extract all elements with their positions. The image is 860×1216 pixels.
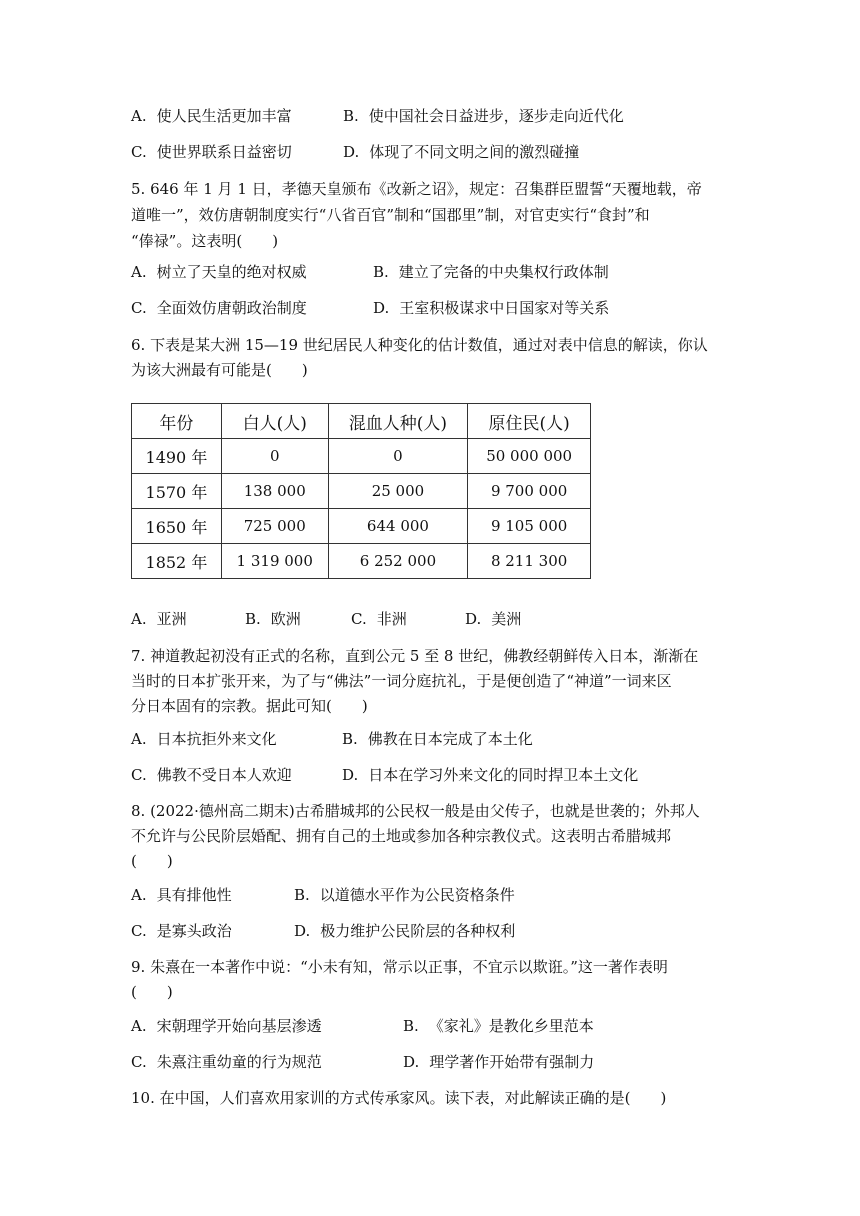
option-text: 欧洲 — [270, 610, 301, 628]
q5-option-c[interactable] — [131, 298, 307, 318]
table-cell: 25 000 — [328, 474, 468, 509]
option-label: A. — [131, 610, 147, 628]
q8-option-a[interactable] — [131, 885, 232, 905]
option-label: D. — [465, 610, 482, 628]
table-cell: 1490 年 — [132, 439, 222, 474]
table-row — [132, 439, 591, 474]
option-text: 理学著作开始带有强制力 — [429, 1053, 595, 1071]
table-row — [132, 544, 591, 579]
option-text: 全面效仿唐朝政治制度 — [156, 299, 307, 317]
table-header-row — [132, 404, 591, 439]
option-text: 美洲 — [491, 610, 522, 628]
q6-stem-line-2: 为该大洲最有可能是( ) — [131, 361, 308, 379]
table-cell: 1650 年 — [132, 509, 222, 544]
option-label: D. — [294, 922, 311, 940]
option-text: 极力维护公民阶层的各种权利 — [320, 922, 516, 940]
q7-stem-line-1: 7. 神道教起初没有正式的名称，直到公元 5 至 8 世纪，佛教经朝鲜传入日本，渐渐在 — [131, 647, 699, 665]
option-text: 是寡头政治 — [156, 922, 232, 940]
option-text: 佛教不受日本人欢迎 — [156, 766, 292, 784]
table-cell: 725 000 — [221, 509, 328, 544]
option-label: D. — [342, 766, 359, 784]
q4-option-a[interactable] — [131, 106, 292, 126]
option-label: C. — [131, 1053, 147, 1071]
option-label: B. — [294, 886, 310, 904]
q8-stem-line-2: 不允许与公民阶层婚配、拥有自己的土地或参加各种宗教仪式。这表明古希腊城邦 — [131, 827, 672, 845]
table-row — [132, 474, 591, 509]
q9-option-c[interactable] — [131, 1052, 322, 1072]
option-label: B. — [343, 107, 359, 125]
table-cell: 644 000 — [328, 509, 468, 544]
population-table — [131, 403, 591, 579]
option-text: 朱熹注重幼童的行为规范 — [156, 1053, 322, 1071]
q5-stem-line-3: “俸禄”。这表明( ) — [131, 232, 279, 250]
option-text: 以道德水平作为公民资格条件 — [319, 886, 515, 904]
option-label: A. — [131, 107, 147, 125]
q10-stem-line-1: 10. 在中国，人们喜欢用家训的方式传承家风。读下表，对此解读正确的是( ) — [131, 1089, 667, 1107]
q5-option-d[interactable] — [373, 298, 609, 318]
option-label: A. — [131, 886, 147, 904]
q4-option-d[interactable] — [343, 142, 579, 162]
q9-option-b[interactable] — [403, 1016, 594, 1036]
option-label: C. — [131, 299, 147, 317]
q7-option-c[interactable] — [131, 765, 292, 785]
q7-option-a[interactable] — [131, 729, 277, 749]
q8-option-c[interactable] — [131, 921, 232, 941]
table-cell: 6 252 000 — [328, 544, 468, 579]
q6-option-b[interactable] — [245, 609, 301, 629]
header-year: 年份 — [132, 404, 222, 439]
table-cell: 50 000 000 — [468, 439, 591, 474]
option-label: C. — [131, 922, 147, 940]
q9-option-a[interactable] — [131, 1016, 322, 1036]
q5-stem-line-2: 道唯一”，效仿唐朝制度实行“八省百官”制和“国郡里”制，对官吏实行“食封”和 — [131, 206, 650, 224]
option-label: A. — [131, 263, 147, 281]
option-text: 非洲 — [376, 610, 407, 628]
q5-option-a[interactable] — [131, 262, 307, 282]
table-cell: 0 — [221, 439, 328, 474]
q6-stem-line-1: 6. 下表是某大洲 15—19 世纪居民人种变化的估计数值，通过对表中信息的解读，你认 — [131, 336, 708, 354]
q6-option-d[interactable] — [465, 609, 521, 629]
option-text: 使世界联系日益密切 — [156, 143, 292, 161]
q6-option-c[interactable] — [351, 609, 407, 629]
option-text: 使人民生活更加丰富 — [156, 107, 292, 125]
header-white: 白人(人) — [221, 404, 328, 439]
option-text: 亚洲 — [156, 610, 187, 628]
header-mixed: 混血人种(人) — [328, 404, 468, 439]
table-cell: 9 105 000 — [468, 509, 591, 544]
option-label: C. — [351, 610, 367, 628]
q7-option-b[interactable] — [342, 729, 533, 749]
q8-stem-line-1: 8. (2022·德州高二期末)古希腊城邦的公民权一般是由父传子，也就是世袭的；外邦人 — [131, 802, 700, 820]
option-text: 具有排他性 — [156, 886, 232, 904]
q5-stem-line-1: 5. 646 年 1 月 1 日，孝德天皇颁布《改新之诏》，规定：召集群臣盟誓“天覆地载，帝 — [131, 180, 702, 198]
table-cell: 0 — [328, 439, 468, 474]
option-text: 佛教在日本完成了本土化 — [367, 730, 533, 748]
option-label: B. — [245, 610, 261, 628]
q8-option-b[interactable] — [294, 885, 515, 905]
option-label: C. — [131, 766, 147, 784]
q6-option-a[interactable] — [131, 609, 187, 629]
q9-option-d[interactable] — [403, 1052, 594, 1072]
option-text: 体现了不同文明之间的激烈碰撞 — [369, 143, 580, 161]
option-text: 宋朝理学开始向基层渗透 — [156, 1017, 322, 1035]
option-label: D. — [343, 143, 360, 161]
option-label: B. — [342, 730, 358, 748]
option-label: B. — [403, 1017, 419, 1035]
q7-stem-line-2: 当时的日本扩张开来，为了与“佛法”一词分庭抗礼，于是便创造了“神道”一词来区 — [131, 672, 672, 690]
option-label: B. — [373, 263, 389, 281]
option-text: 王室积极谋求中日国家对等关系 — [399, 299, 610, 317]
table-cell: 138 000 — [221, 474, 328, 509]
option-label: D. — [403, 1053, 420, 1071]
option-text: 使中国社会日益进步，逐步走向近代化 — [368, 107, 624, 125]
q8-stem-line-3: ( ) — [131, 852, 173, 870]
option-label: A. — [131, 1017, 147, 1035]
option-label: C. — [131, 143, 147, 161]
q9-stem-line-1: 9. 朱熹在一本著作中说：“小未有知，常示以正事，不宜示以欺诳。”这一著作表明 — [131, 958, 668, 976]
option-label: A. — [131, 730, 147, 748]
option-text: 建立了完备的中央集权行政体制 — [398, 263, 609, 281]
q9-stem-line-2: ( ) — [131, 983, 173, 1001]
q5-option-b[interactable] — [373, 262, 609, 282]
option-text: 《家礼》是教化乡里范本 — [428, 1017, 594, 1035]
option-label: D. — [373, 299, 390, 317]
table-cell: 1 319 000 — [221, 544, 328, 579]
q4-option-c[interactable] — [131, 142, 292, 162]
table-cell: 1852 年 — [132, 544, 222, 579]
q8-option-d[interactable] — [294, 921, 515, 941]
option-text: 日本在学习外来文化的同时捍卫本土文化 — [368, 766, 639, 784]
q4-option-b[interactable] — [343, 106, 624, 126]
table-cell: 8 211 300 — [468, 544, 591, 579]
q7-stem-line-3: 分日本固有的宗教。据此可知( ) — [131, 697, 368, 715]
table-row — [132, 509, 591, 544]
table-cell: 9 700 000 — [468, 474, 591, 509]
option-text: 日本抗拒外来文化 — [156, 730, 277, 748]
q7-option-d[interactable] — [342, 765, 638, 785]
table-cell: 1570 年 — [132, 474, 222, 509]
header-native: 原住民(人) — [468, 404, 591, 439]
option-text: 树立了天皇的绝对权威 — [156, 263, 307, 281]
